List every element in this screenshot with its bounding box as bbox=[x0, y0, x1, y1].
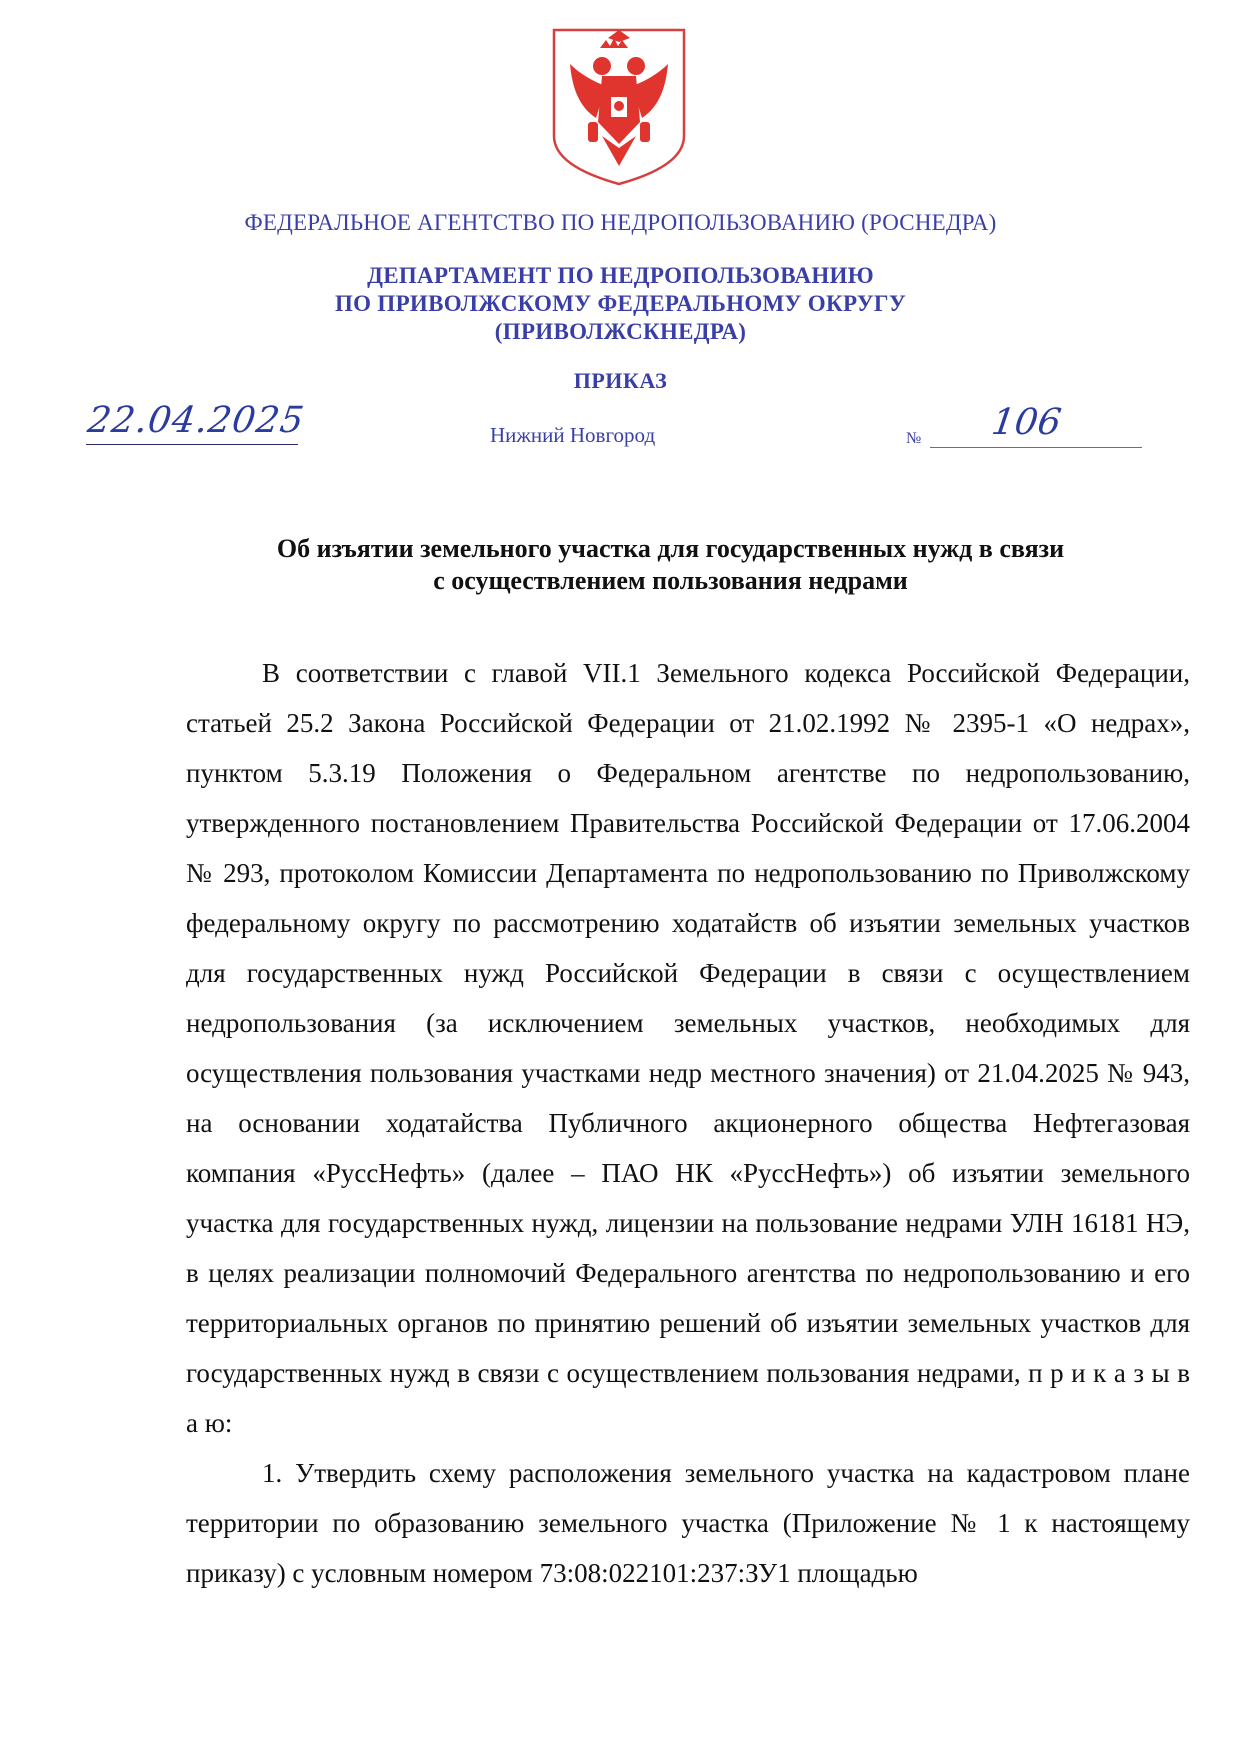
department-name bbox=[0, 262, 1241, 346]
preamble-paragraph: В соответствии с главой VII.1 Земельного кодекса Российской Федерации, статьей 25.2 Закона Российской Федерации от 21.02.1992 № 2395-1 «О недрах», пунктом 5.3.19 Положения о Федеральном агентстве по недропользованию, утвержденного постановлением Правительства Российской Федерации от 17.06.2004 № 293, протоколом Комиссии Департамента по недропользованию по Приволжскому федеральному округу по рассмотрению ходатайств об изъятии земельных участков для государственных нужд Российской Федерации в связи с осуществлением недропользования (за исключением земельных участков, необходимых для осуществления пользования участками недр местного значения) от 21.04.2025 № 943, на основании ходатайства Публичного акционерного общества Нефтегазовая компания «РуссНефть» (далее – ПАО НК «РуссНефть») об изъятии земельного участка для государственных нужд, лицензии на пользование недрами УЛН 16181 НЭ, в целях реализации полномочий Федерального агентства по недропользованию и его территориальных органов по принятию решений об изъятии земельных участков для государственных нужд в связи с осуществлением пользования недрами, п р и к а з ы в а ю: bbox=[186, 658, 1190, 1438]
department-line: (ПРИВОЛЖСКНЕДРА) bbox=[494, 319, 747, 344]
subject-line: с осуществлением пользования недрами bbox=[433, 566, 908, 595]
number-underline bbox=[930, 446, 1142, 448]
order-item: 1. Утвердить схему расположения земельного участка на кадастровом плане территории по образованию земельного участка (Приложение № 1 к настоящему приказу) с условным номером 73:08:022101:237:ЗУ1 площадью bbox=[186, 1458, 1190, 1588]
number-sign: № bbox=[906, 430, 922, 447]
emblem bbox=[550, 26, 688, 186]
date-underline bbox=[86, 443, 298, 445]
department-line: ДЕПАРТАМЕНТ ПО НЕДРОПОЛЬЗОВАНИЮ bbox=[367, 263, 874, 288]
city-name: Нижний Новгород bbox=[490, 423, 656, 447]
document-type: ПРИКАЗ bbox=[573, 368, 668, 393]
number-handwritten: 106 bbox=[989, 402, 1064, 443]
order-subject bbox=[0, 533, 1241, 597]
department-line: ПО ПРИВОЛЖСКОМУ ФЕДЕРАЛЬНОМУ ОКРУГУ bbox=[334, 291, 907, 316]
coat-of-arms-icon bbox=[550, 26, 688, 186]
date-handwritten: 22.04.2025 bbox=[85, 400, 308, 441]
agency-name: ФЕДЕРАЛЬНОЕ АГЕНТСТВО ПО НЕДРОПОЛЬЗОВАНИЮ (РОСНЕДРА) bbox=[244, 210, 997, 235]
subject-line: Об изъятии земельного участка для государственных нужд в связи bbox=[276, 534, 1065, 563]
order-body bbox=[186, 648, 1190, 1598]
